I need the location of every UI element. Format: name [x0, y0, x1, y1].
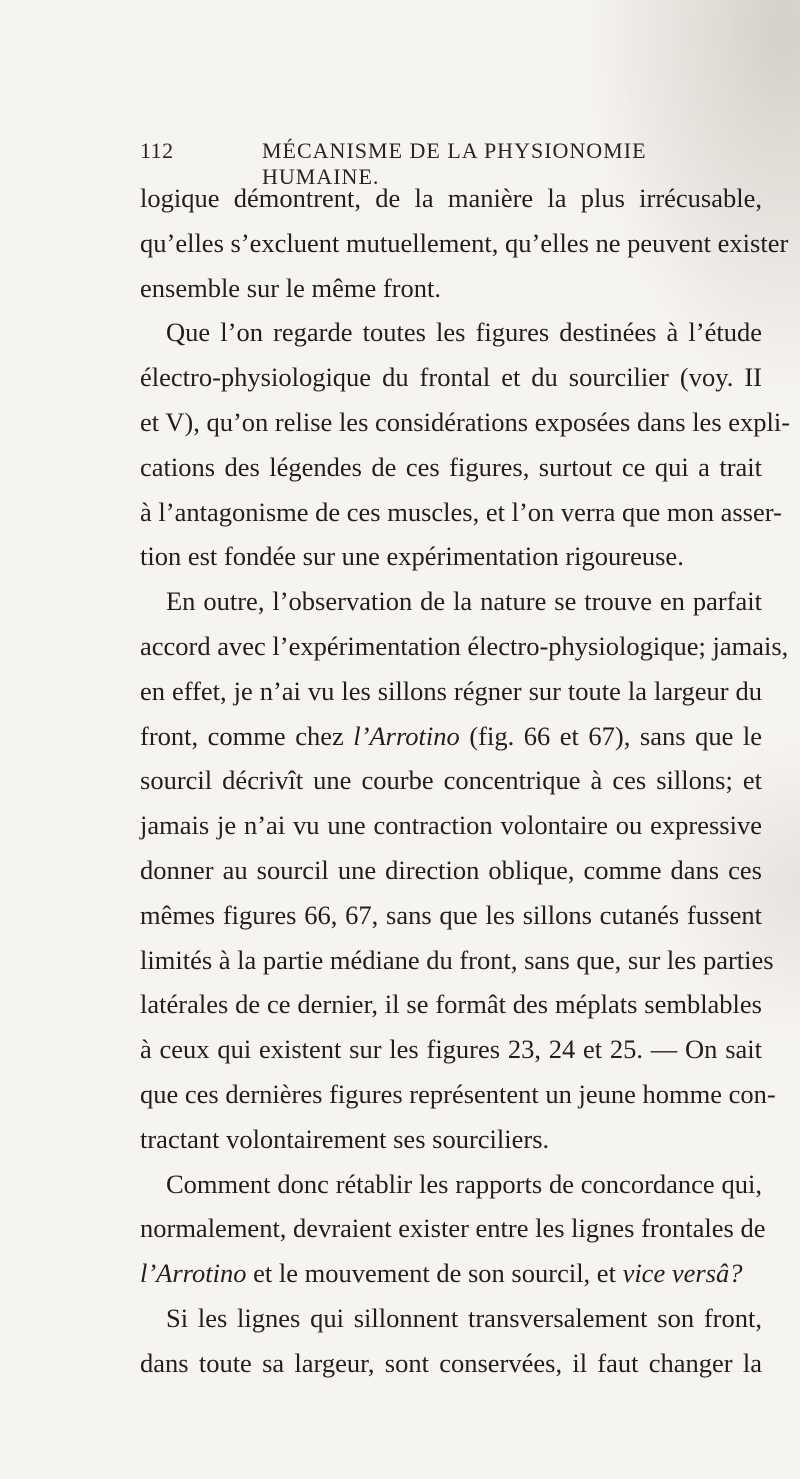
text-line	[140, 893, 762, 938]
text-line	[140, 579, 762, 624]
line-text: normalement, devraient exister entre les lignes frontales de	[140, 1213, 766, 1244]
body-text	[140, 176, 791, 1386]
line-text: logique démontrent, de la manière la plus irrécusable,	[140, 183, 762, 213]
page-header	[140, 138, 762, 189]
line-text: qu’elles s’excluent mutuellement, qu’elles ne peuvent exister	[140, 227, 789, 258]
text-line	[140, 982, 762, 1027]
line-text: donner au sourcil une direction oblique, comme dans ces	[140, 854, 762, 885]
line-text: front, comme chez	[140, 720, 354, 751]
italic-text: vice versâ?	[622, 1258, 743, 1289]
line-text: ensemble sur le même front.	[140, 272, 441, 303]
line-text: sourcil décrivît une courbe concentrique à ces sillons; et	[140, 765, 762, 796]
text-line	[140, 355, 762, 400]
text-line	[140, 445, 762, 490]
line-text: mêmes figures 66, 67, sans que les sillons cutanés fussent	[140, 899, 762, 930]
running-title: MÉCANISME DE LA PHYSIONOMIE HUMAINE.	[262, 138, 647, 189]
line-text: tion est fondée sur une expérimentation rigoureuse.	[140, 541, 684, 572]
text-line	[140, 400, 791, 445]
line-text: que ces dernières figures représentent un jeune homme con-	[140, 1078, 776, 1109]
line-text: en effet, je n’ai vu les sillons régner sur toute la largeur du	[140, 675, 762, 706]
text-line	[140, 1117, 762, 1162]
line-text: et le mouvement de son sourcil, et	[246, 1258, 623, 1289]
text-line	[140, 624, 789, 669]
text-line	[140, 938, 774, 983]
line-text: cations des légendes de ces figures, surtout ce qui a trait	[140, 451, 762, 482]
text-line	[140, 758, 762, 803]
line-text: à l’antagonisme de ces muscles, et l’on verra que mon asser-	[140, 496, 782, 527]
line-text: (fig. 66 et 67), sans que le	[459, 720, 762, 751]
text-line	[140, 1206, 766, 1251]
italic-text: l’Arrotino	[140, 1258, 247, 1289]
text-line	[140, 803, 762, 848]
line-text: Comment donc rétablir les rapports de concordance qui,	[166, 1168, 762, 1199]
text-line	[140, 310, 762, 355]
text-line	[140, 669, 762, 714]
text-line	[140, 1251, 762, 1296]
text-line	[140, 490, 782, 535]
line-text: latérales de ce dernier, il se formât des méplats semblables	[140, 989, 762, 1020]
text-line	[140, 1072, 776, 1117]
text-line	[140, 1341, 762, 1386]
italic-text: l’Arrotino	[353, 720, 460, 751]
line-text: Si les lignes qui sillonnent transversalement son front,	[166, 1302, 762, 1333]
line-text: dans toute sa largeur, sont conservées, il faut changer la	[140, 1347, 762, 1378]
line-text: limités à la partie médiane du front, sans que, sur les parties	[140, 944, 774, 975]
text-line	[140, 714, 762, 759]
line-text: En outre, l’observation de la nature se trouve en parfait	[166, 586, 762, 617]
text-line	[140, 176, 762, 221]
page-number: 112	[140, 138, 174, 163]
line-text: électro-physiologique du frontal et du sourcilier (voy. II	[140, 362, 762, 393]
line-text: Que l’on regarde toutes les figures destinées à l’étude	[166, 317, 762, 348]
text-line	[140, 848, 762, 893]
text-line	[140, 221, 789, 266]
text-line	[140, 534, 762, 579]
text-line	[140, 1162, 762, 1207]
line-text: accord avec l’expérimentation électro-physiologique; jamais,	[140, 630, 789, 661]
line-text: à ceux qui existent sur les figures 23, 24 et 25. — On sait	[140, 1034, 762, 1065]
text-line	[140, 1027, 762, 1072]
line-text: jamais je n’ai vu une contraction volontaire ou expressive	[140, 810, 762, 841]
text-line	[140, 266, 762, 311]
line-text: et V), qu’on relise les considérations exposées dans les expli-	[140, 406, 791, 437]
line-text: tractant volontairement ses sourciliers.	[140, 1123, 550, 1154]
text-line	[140, 1296, 762, 1341]
